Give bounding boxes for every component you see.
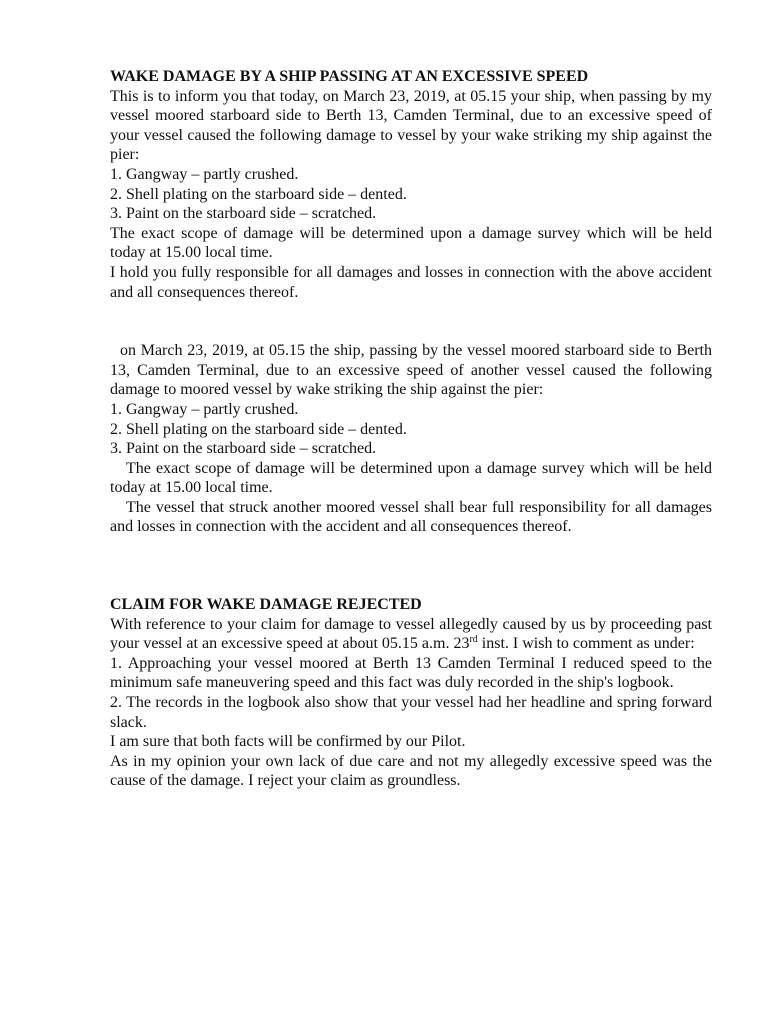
rejection-intro xyxy=(110,615,712,654)
responsibility-statement: The vessel that struck another moored vessel shall bear full responsibility for all damages and losses in connection with the accident and all consequences thereof. xyxy=(110,498,712,536)
survey-note: The exact scope of damage will be determined upon a damage survey which will be held today at 15.00 local time. xyxy=(110,224,712,262)
rejection-intro-text-end: inst. I wish to comment as under: xyxy=(477,635,695,653)
damage-item: 1. Gangway – partly crushed. xyxy=(110,400,299,418)
damage-item: 3. Paint on the starboard side – scratched. xyxy=(110,440,377,458)
damage-item: 1. Gangway – partly crushed. xyxy=(110,165,299,183)
damage-item: 2. Shell plating on the starboard side – dented. xyxy=(110,420,407,438)
damage-item: 2. Shell plating on the starboard side – dented. xyxy=(110,185,407,203)
rejection-intro-text: With reference to your claim for damage to vessel allegedly caused by us by proceeding past your vessel at an excessive speed at about 05.15 a.m. 23 xyxy=(110,615,712,653)
document-page xyxy=(110,67,712,791)
notice-intro: This is to inform you that today, on March 23, 2019, at 05.15 your ship, when passing by my vessel moored starboard side to Berth 13, Camden Terminal, due to an excessive speed of your vessel caused the following damage to vessel by your wake striking my ship against the pier: xyxy=(110,87,712,164)
rejection-point: 1. Approaching your vessel moored at Berth 13 Camden Terminal I reduced speed to the minimum safe maneuvering speed and this fact was duly recorded in the ship's logbook. xyxy=(110,654,712,692)
ordinal-suffix: rd xyxy=(469,634,478,646)
rejection-conclusion: As in my opinion your own lack of due care and not my allegedly excessive speed was the cause of the damage. I reject your claim as groundless. xyxy=(110,752,712,790)
pilot-statement: I am sure that both facts will be confirmed by our Pilot. xyxy=(110,733,466,751)
section-title: CLAIM FOR WAKE DAMAGE REJECTED xyxy=(110,596,422,614)
survey-note: The exact scope of damage will be determined upon a damage survey which will be held today at 15.00 local time. xyxy=(110,459,712,497)
rejection-point: 2. The records in the logbook also show that your vessel had her headline and spring forward slack. xyxy=(110,694,712,731)
spacer xyxy=(110,537,712,595)
section-wake-damage-notice xyxy=(110,67,712,302)
spacer xyxy=(110,302,712,341)
section-title: WAKE DAMAGE BY A SHIP PASSING AT AN EXCESSIVE SPEED xyxy=(110,68,589,85)
neutral-intro: on March 23, 2019, at 05.15 the ship, passing by the vessel moored starboard side to Berth 13, Camden Terminal, due to an excessive speed of another vessel caused the following damage to moored vessel by wake striking the ship against the pier: xyxy=(110,342,712,399)
damage-item: 3. Paint on the starboard side – scratched. xyxy=(110,205,377,223)
responsibility-statement: I hold you fully responsible for all damages and losses in connection with the above accident and all consequences thereof. xyxy=(110,263,712,301)
section-claim-rejected xyxy=(110,595,712,791)
section-wake-damage-neutral xyxy=(110,341,712,537)
